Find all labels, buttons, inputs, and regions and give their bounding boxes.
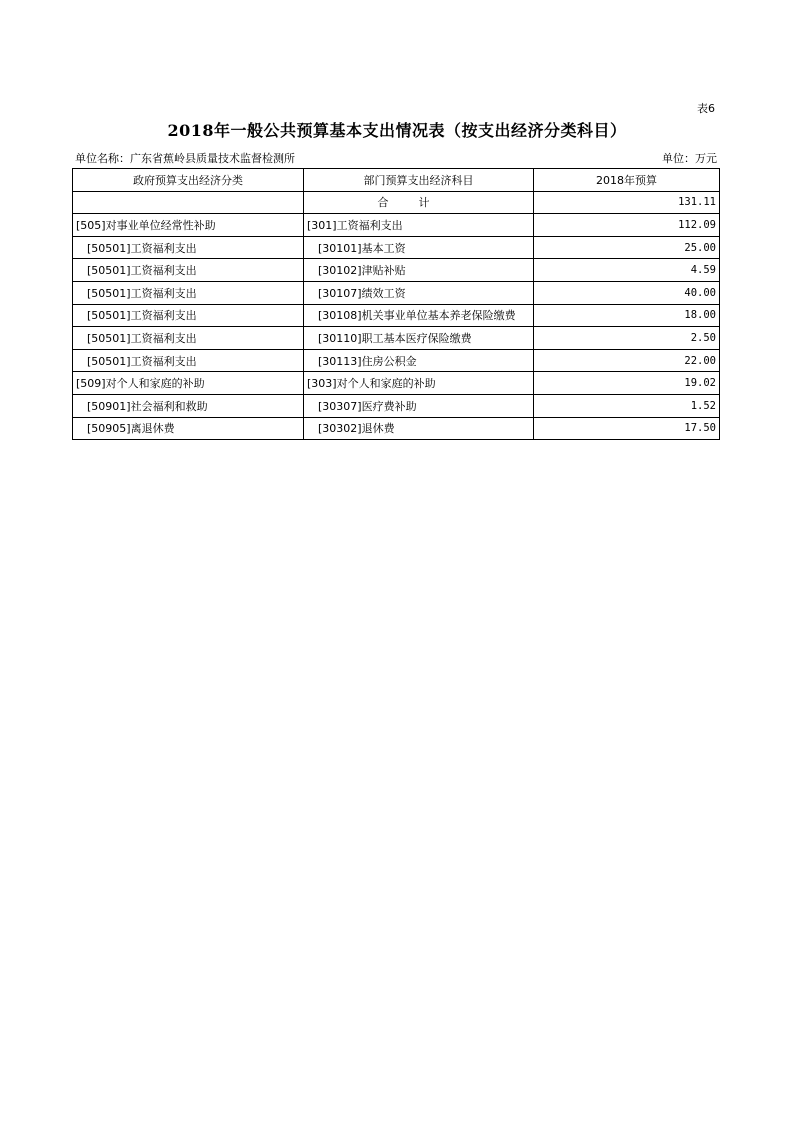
table-row [73, 214, 720, 237]
budget-value-cell: 18.00 [534, 304, 720, 327]
table-row [73, 259, 720, 282]
unit-name: 单位名称：广东省蕉岭县质量技术监督检测所 [75, 152, 295, 165]
dept-category-cell: [301]工资福利支出 [304, 214, 534, 237]
budget-value-cell: 17.50 [534, 417, 720, 440]
table-row [73, 394, 720, 417]
header-dept-category: 部门预算支出经济科目 [304, 169, 534, 192]
total-label: 合计 [304, 191, 534, 214]
table-row [73, 372, 720, 395]
dept-category-cell: [303]对个人和家庭的补助 [304, 372, 534, 395]
dept-category-cell: [30107]绩效工资 [304, 281, 534, 304]
dept-category-cell: [30108]机关事业单位基本养老保险缴费 [304, 304, 534, 327]
gov-category-cell: [505]对事业单位经常性补助 [73, 214, 304, 237]
gov-category-cell: [50501]工资福利支出 [73, 304, 304, 327]
total-blank-cell [73, 191, 304, 214]
total-row [73, 191, 720, 214]
table-row [73, 304, 720, 327]
table-row [73, 281, 720, 304]
table-number: 表6 [697, 102, 715, 115]
dept-category-cell: [30110]职工基本医疗保险缴费 [304, 327, 534, 350]
budget-table [72, 168, 720, 440]
gov-category-cell: [50905]离退休费 [73, 417, 304, 440]
budget-value-cell: 25.00 [534, 236, 720, 259]
table-row [73, 327, 720, 350]
table-header-row [73, 169, 720, 192]
header-gov-category: 政府预算支出经济分类 [73, 169, 304, 192]
gov-category-cell: [50501]工资福利支出 [73, 259, 304, 282]
table-row [73, 236, 720, 259]
gov-category-cell: [50901]社会福利和救助 [73, 394, 304, 417]
budget-value-cell: 2.50 [534, 327, 720, 350]
budget-value-cell: 1.52 [534, 394, 720, 417]
table-row [73, 417, 720, 440]
table-row [73, 349, 720, 372]
budget-value-cell: 19.02 [534, 372, 720, 395]
dept-category-cell: [30101]基本工资 [304, 236, 534, 259]
budget-value-cell: 22.00 [534, 349, 720, 372]
page-title: 2018年一般公共预算基本支出情况表（按支出经济分类科目） [167, 121, 627, 140]
gov-category-cell: [509]对个人和家庭的补助 [73, 372, 304, 395]
dept-category-cell: [30113]住房公积金 [304, 349, 534, 372]
gov-category-cell: [50501]工资福利支出 [73, 349, 304, 372]
gov-category-cell: [50501]工资福利支出 [73, 236, 304, 259]
dept-category-cell: [30102]津贴补贴 [304, 259, 534, 282]
total-value: 131.11 [534, 191, 720, 214]
dept-category-cell: [30307]医疗费补助 [304, 394, 534, 417]
gov-category-cell: [50501]工资福利支出 [73, 281, 304, 304]
budget-value-cell: 112.09 [534, 214, 720, 237]
budget-value-cell: 40.00 [534, 281, 720, 304]
money-unit: 单位：万元 [662, 152, 717, 165]
budget-value-cell: 4.59 [534, 259, 720, 282]
gov-category-cell: [50501]工资福利支出 [73, 327, 304, 350]
dept-category-cell: [30302]退休费 [304, 417, 534, 440]
header-budget: 2018年预算 [534, 169, 720, 192]
